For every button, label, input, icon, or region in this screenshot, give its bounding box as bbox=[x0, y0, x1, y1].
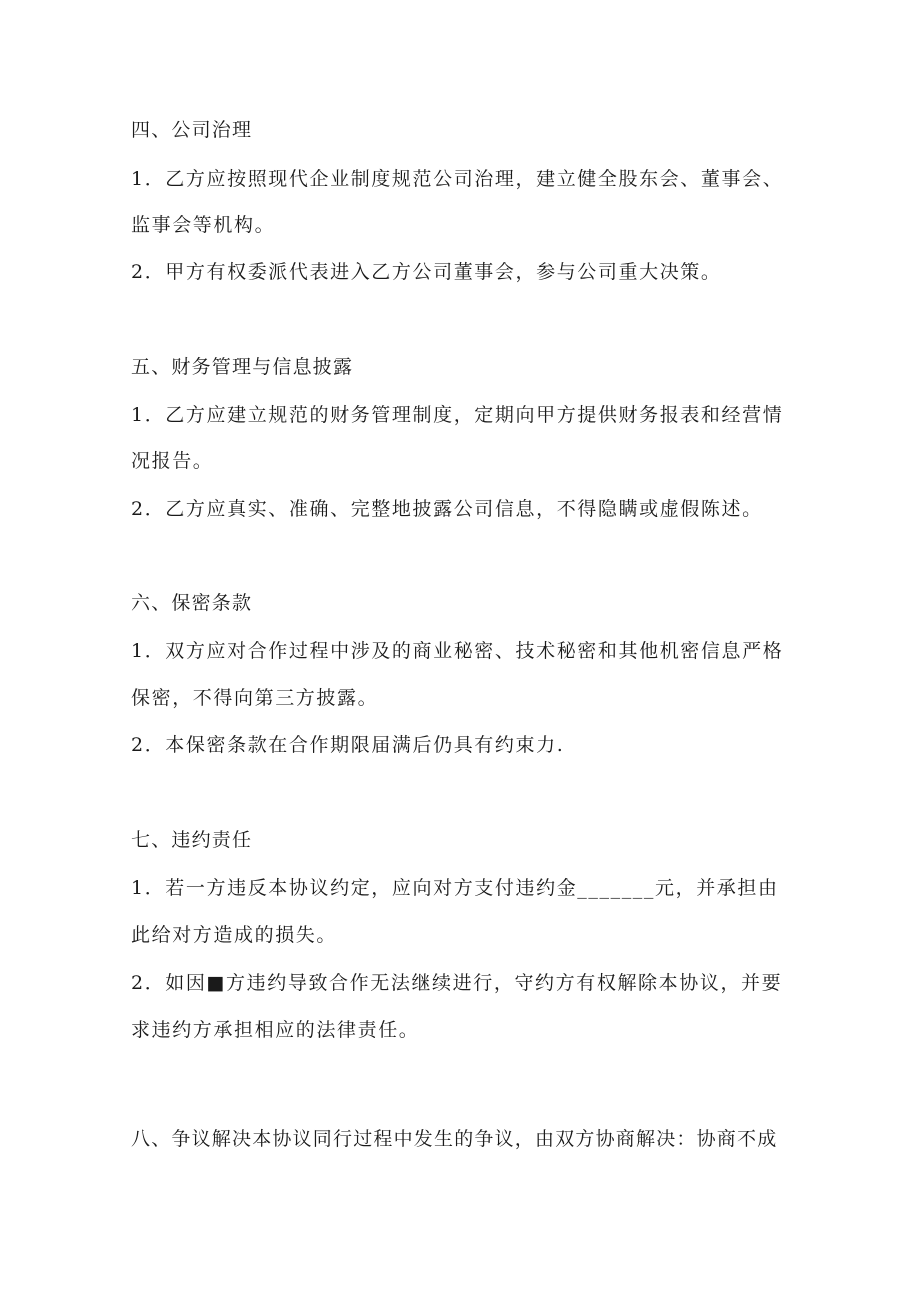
section-heading-finance: 五、财务管理与信息披露 bbox=[131, 356, 354, 378]
section-heading-confidentiality: 六、保密条款 bbox=[131, 592, 253, 614]
clause-7-2-line-2: 求违约方承担相应的法律责任。 bbox=[131, 1019, 420, 1041]
section-heading-dispute: 八、争议解决本协议同行过程中发生的争议，由双方协商解决：协商不成 bbox=[131, 1128, 778, 1150]
clause-5-1-line-1: 1．乙方应建立规范的财务管理制度，定期向甲方提供财务报表和经营情 bbox=[131, 404, 784, 426]
clause-4-1-line-1: 1．乙方应按照现代企业制度规范公司治理，建立健全股东会、董事会、 bbox=[131, 168, 784, 190]
section-heading-liability: 七、违约责任 bbox=[131, 829, 253, 851]
clause-7-1-line-2: 此给对方造成的损失。 bbox=[131, 924, 338, 946]
clause-6-1-line-1: 1．双方应对合作过程中涉及的商业秘密、技术秘密和其他机密信息严格 bbox=[131, 640, 784, 662]
clause-5-1-line-2: 况报告。 bbox=[131, 450, 214, 472]
section-heading-governance: 四、公司治理 bbox=[131, 119, 253, 141]
clause-4-2: 2．甲方有权委派代表进入乙方公司董事会，参与公司重大决策。 bbox=[131, 261, 722, 283]
clause-5-2: 2．乙方应真实、准确、完整地披露公司信息，不得隐瞒或虚假陈述。 bbox=[131, 498, 763, 520]
clause-7-1-line-1: 1．若一方违反本协议约定，应向对方支付违约金_______元，并承担由 bbox=[131, 877, 779, 899]
clause-4-1-line-2: 监事会等机构。 bbox=[131, 214, 276, 236]
clause-6-2: 2．本保密条款在合作期限届满后仍具有约束力. bbox=[131, 734, 565, 756]
clause-7-2-line-1: 2．如因■方违约导致合作无法继续进行，守约方有权解除本协议，并要 bbox=[131, 972, 783, 994]
clause-6-1-line-2: 保密，不得向第三方披露。 bbox=[131, 687, 379, 709]
